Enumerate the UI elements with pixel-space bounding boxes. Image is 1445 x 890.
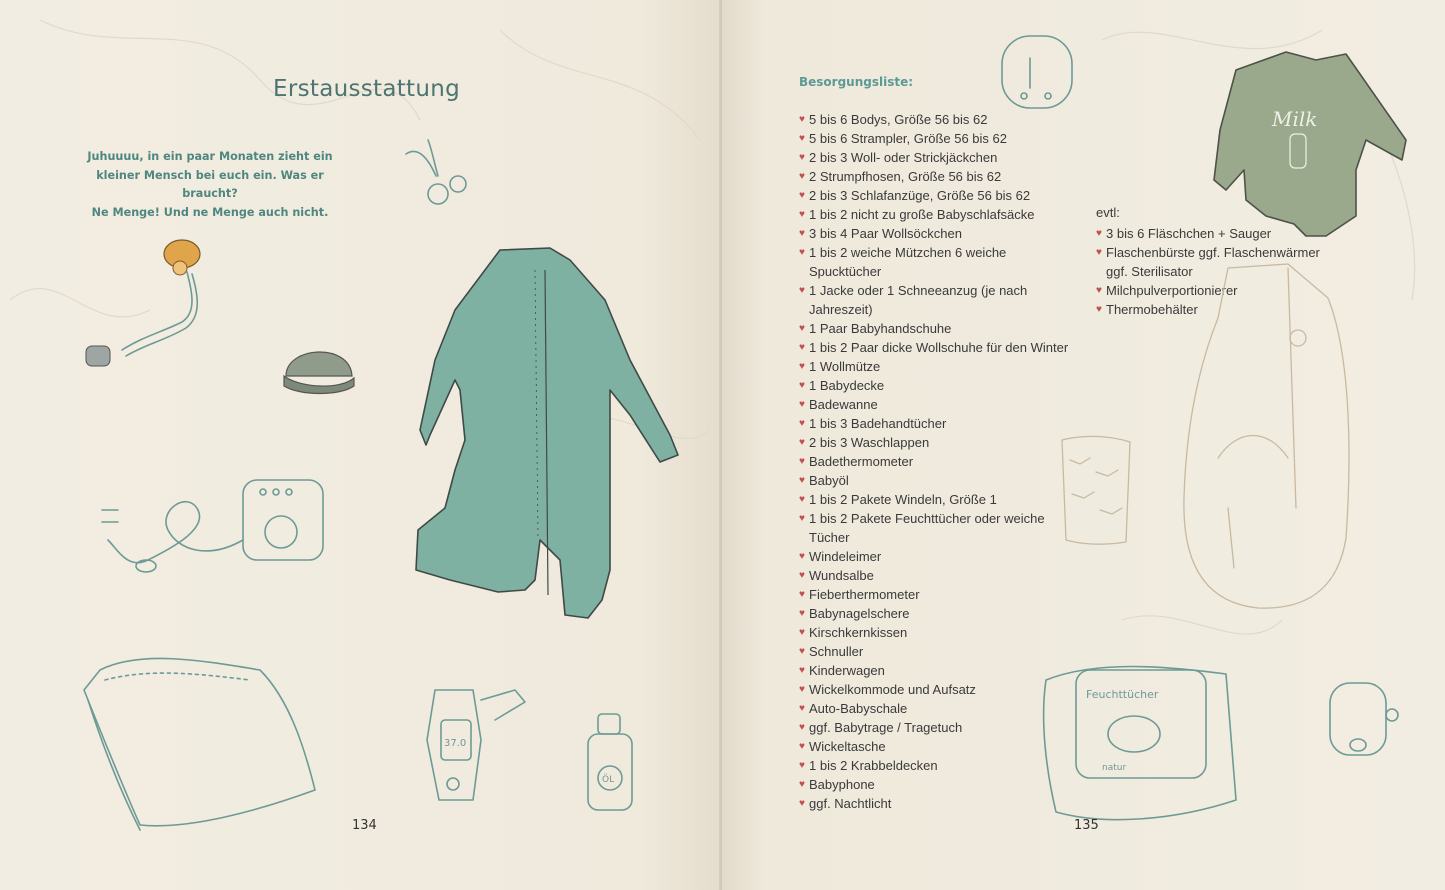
bullet-heart-icon: ♥ xyxy=(799,722,805,733)
shopping-list-heading: Besorgungsliste: xyxy=(799,75,914,89)
bullet-heart-icon: ♥ xyxy=(799,171,805,182)
bullet-heart-icon: ♥ xyxy=(1096,285,1102,296)
bullet-heart-icon: ♥ xyxy=(799,703,805,714)
list-item-label: 1 bis 2 Pakete Feuchttücher oder weiche xyxy=(809,511,1045,526)
bullet-heart-icon: ♥ xyxy=(799,513,805,524)
bullet-heart-icon: ♥ xyxy=(799,798,805,809)
right-page xyxy=(722,0,1445,890)
list-item xyxy=(799,129,1069,148)
list-item-label: 3 bis 6 Fläschchen + Sauger xyxy=(1106,226,1272,241)
bodysuit-print: Milk xyxy=(1272,107,1318,131)
bullet-heart-icon: ♥ xyxy=(799,570,805,581)
bullet-heart-icon: ♥ xyxy=(1096,228,1102,239)
list-item-label: 3 bis 4 Paar Wollsöckchen xyxy=(809,226,962,241)
list-item-label: 1 bis 3 Badehandtücher xyxy=(809,416,947,431)
list-item xyxy=(799,699,1069,718)
list-item-label: 1 Wollmütze xyxy=(809,359,881,374)
list-item xyxy=(799,281,1069,300)
list-item xyxy=(799,775,1069,794)
list-item-label: Schnuller xyxy=(809,644,864,659)
list-item xyxy=(799,186,1069,205)
list-item xyxy=(799,718,1069,737)
list-item-label: ggf. Babytrage / Tragetuch xyxy=(809,720,963,735)
list-item-label: Wickeltasche xyxy=(809,739,886,754)
list-item-label: 2 bis 3 Schlafanzüge, Größe 56 bis 62 xyxy=(809,188,1031,203)
list-item-label: 5 bis 6 Bodys, Größe 56 bis 62 xyxy=(809,112,988,127)
bullet-heart-icon: ♥ xyxy=(799,665,805,676)
list-item xyxy=(799,756,1069,775)
bullet-heart-icon: ♥ xyxy=(799,342,805,353)
list-item xyxy=(799,205,1069,224)
washcloth-illustration xyxy=(1056,430,1136,548)
list-item-label: 1 bis 2 Paar dicke Wollschuhe für den Winter xyxy=(809,340,1069,355)
list-item xyxy=(799,680,1069,699)
list-item xyxy=(799,452,1069,471)
list-item xyxy=(799,737,1069,756)
bullet-heart-icon: ♥ xyxy=(799,209,805,220)
room-thermometer-illustration xyxy=(994,30,1084,115)
list-item-label: Badewanne xyxy=(809,397,878,412)
bullet-heart-icon: ♥ xyxy=(799,494,805,505)
list-item xyxy=(799,395,1069,414)
list-item xyxy=(799,167,1069,186)
intro-line: kleiner Mensch bei euch ein. Was er braucht? xyxy=(96,168,324,200)
bullet-heart-icon: ♥ xyxy=(799,361,805,372)
nail-scissors-illustration xyxy=(398,136,473,216)
bullet-heart-icon: ♥ xyxy=(799,114,805,125)
list-item xyxy=(799,433,1069,452)
list-item-label: ggf. Nachtlicht xyxy=(809,796,892,811)
sleeping-bag-illustration xyxy=(1178,258,1358,618)
page-number-left: 134 xyxy=(352,818,377,833)
list-item xyxy=(799,547,1069,566)
list-item-label: Auto-Babyschale xyxy=(809,701,908,716)
bullet-heart-icon: ♥ xyxy=(799,589,805,600)
list-item-label: Windeleimer xyxy=(809,549,882,564)
list-item xyxy=(799,376,1069,395)
left-page xyxy=(0,0,722,890)
list-item xyxy=(799,243,1069,262)
list-item xyxy=(799,319,1069,338)
bullet-heart-icon: ♥ xyxy=(799,323,805,334)
list-item-label: 1 Jacke oder 1 Schneeanzug (je nach xyxy=(809,283,1028,298)
page-number-right: 135 xyxy=(1074,818,1099,833)
list-item xyxy=(799,338,1069,357)
list-item-label: Fieberthermometer xyxy=(809,587,920,602)
wet-wipes-illustration xyxy=(1036,650,1246,830)
bullet-heart-icon: ♥ xyxy=(799,684,805,695)
list-item-label: Flaschenbürste ggf. Flaschenwärmer xyxy=(1106,245,1320,260)
list-item-label: 2 bis 3 Woll- oder Strickjäckchen xyxy=(809,150,998,165)
intro-line: Juhuuuu, in ein paar Monaten zieht ein xyxy=(87,150,333,163)
bullet-heart-icon: ♥ xyxy=(799,285,805,296)
list-item-label: 5 bis 6 Strampler, Größe 56 bis 62 xyxy=(809,131,1007,146)
bullet-heart-icon: ♥ xyxy=(799,437,805,448)
bullet-heart-icon: ♥ xyxy=(799,760,805,771)
list-item-label: 1 bis 2 nicht zu große Babyschlafsäcke xyxy=(809,207,1035,222)
bullet-heart-icon: ♥ xyxy=(799,152,805,163)
list-item-label: Babyöl xyxy=(809,473,849,488)
bullet-heart-icon: ♥ xyxy=(799,779,805,790)
bullet-heart-icon: ♥ xyxy=(799,475,805,486)
list-item-label: Wickelkommode und Aufsatz xyxy=(809,682,976,697)
list-item xyxy=(799,509,1069,528)
list-item-label: 1 bis 2 weiche Mützchen 6 weiche xyxy=(809,245,1007,260)
list-item-label: Jahreszeit) xyxy=(809,302,873,317)
pacifier-chain-illustration xyxy=(82,232,222,382)
bullet-heart-icon: ♥ xyxy=(799,190,805,201)
list-item-label: 2 Strumpfhosen, Größe 56 bis 62 xyxy=(809,169,1002,184)
list-item-label: 1 bis 2 Krabbeldecken xyxy=(809,758,938,773)
bullet-heart-icon: ♥ xyxy=(1096,304,1102,315)
list-item-label: Milchpulverportionierer xyxy=(1106,283,1238,298)
list-item xyxy=(799,528,1069,547)
thermometer-display: 37.0 xyxy=(444,738,467,749)
list-item-label: 1 bis 2 Pakete Windeln, Größe 1 xyxy=(809,492,997,507)
bodysuit-illustration xyxy=(1206,40,1416,240)
list-item-label: 1 Babydecke xyxy=(809,378,885,393)
list-item xyxy=(799,471,1069,490)
list-item-label: Kinderwagen xyxy=(809,663,885,678)
bullet-heart-icon: ♥ xyxy=(799,646,805,657)
list-item-label: Babynagelschere xyxy=(809,606,910,621)
list-item xyxy=(799,585,1069,604)
optional-list-heading: evtl: xyxy=(1096,205,1120,220)
bullet-heart-icon: ♥ xyxy=(799,627,805,638)
list-item-label: Spucktücher xyxy=(809,264,882,279)
bullet-heart-icon: ♥ xyxy=(799,133,805,144)
night-light-illustration xyxy=(1324,675,1404,765)
ear-thermometer-illustration xyxy=(415,680,535,810)
list-item xyxy=(799,566,1069,585)
list-item-label: 2 bis 3 Waschlappen xyxy=(809,435,930,450)
list-item-label: Babyphone xyxy=(809,777,875,792)
list-item-label: Thermobehälter xyxy=(1106,302,1198,317)
intro-text xyxy=(80,148,340,222)
list-item xyxy=(799,262,1069,281)
list-item-label: 1 Paar Babyhandschuhe xyxy=(809,321,952,336)
oil-bottle-label: ÖL xyxy=(602,775,615,785)
wipes-brand: Feuchttücher xyxy=(1086,688,1159,701)
shopping-list xyxy=(799,110,1069,813)
oil-bottle-illustration xyxy=(580,710,650,820)
bullet-heart-icon: ♥ xyxy=(799,456,805,467)
bullet-heart-icon: ♥ xyxy=(799,399,805,410)
list-item-label: ggf. Sterilisator xyxy=(1106,264,1193,279)
list-item xyxy=(799,623,1069,642)
list-item-label: Badethermometer xyxy=(809,454,914,469)
list-item xyxy=(799,224,1069,243)
wipes-label: natur xyxy=(1102,763,1127,773)
bullet-heart-icon: ♥ xyxy=(799,228,805,239)
list-item xyxy=(799,300,1069,319)
list-item xyxy=(799,604,1069,623)
list-item xyxy=(799,490,1069,509)
bullet-heart-icon: ♥ xyxy=(799,608,805,619)
bullet-heart-icon: ♥ xyxy=(799,551,805,562)
page-title: Erstausstattung xyxy=(273,76,461,102)
bullet-heart-icon: ♥ xyxy=(799,741,805,752)
bullet-heart-icon: ♥ xyxy=(799,418,805,429)
intro-line: Ne Menge! Und ne Menge auch nicht. xyxy=(91,205,329,219)
bullet-heart-icon: ♥ xyxy=(799,247,805,258)
list-item-label: Tücher xyxy=(809,530,850,545)
list-item-label: Wundsalbe xyxy=(809,568,874,583)
breast-pump-illustration xyxy=(98,470,328,580)
list-item xyxy=(799,661,1069,680)
list-item xyxy=(799,414,1069,433)
list-item xyxy=(799,148,1069,167)
bullet-heart-icon: ♥ xyxy=(799,380,805,391)
list-item-label: Kirschkernkissen xyxy=(809,625,908,640)
list-item xyxy=(799,357,1069,376)
blanket-illustration xyxy=(80,640,320,840)
bullet-heart-icon: ♥ xyxy=(1096,247,1102,258)
knit-hat-illustration xyxy=(280,336,360,396)
list-item xyxy=(799,642,1069,661)
list-item xyxy=(799,794,1069,813)
romper-illustration xyxy=(410,240,690,625)
